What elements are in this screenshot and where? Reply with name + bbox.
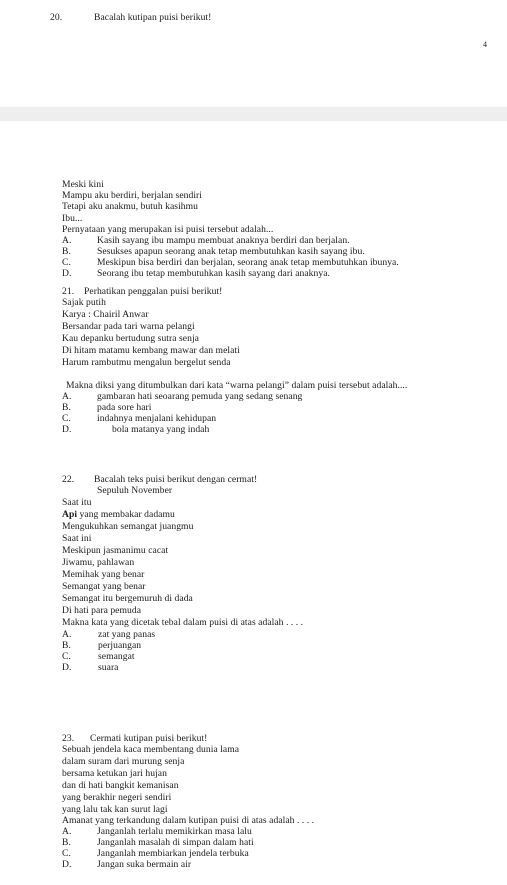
q23-poem-line: yang lalu tak kan surut lagi (62, 804, 168, 815)
q20-poem-line: Meski kini (62, 179, 104, 190)
q23-option-text: Jangan suka bermain air (97, 859, 192, 870)
q22-bold-word: Api (62, 509, 78, 520)
q20-option-text: Sesukses apapun seorang anak tetap membutuhkan kasih sayang ibu. (97, 246, 365, 257)
q20-poem-line: Mampu aku berdiri, berjalan sendiri (62, 190, 203, 201)
q22-option-text: suara (98, 662, 119, 673)
q21-number: 21. (62, 286, 75, 297)
q22-poem-line: Semangat yang benar (62, 581, 146, 592)
q21-option-letter: C. (62, 413, 71, 424)
q21-poem-line: Harum rambutmu mengalun bergelut senda (62, 357, 231, 368)
q20-number: 20. (50, 12, 63, 23)
q22-poem-line: Saat itu (62, 497, 92, 508)
q22-number: 22. (62, 474, 75, 485)
q23-poem-line: yang berakhir negeri sendiri (62, 792, 172, 803)
q20-option-letter: C. (62, 257, 71, 268)
q20-option-text: Kasih sayang ibu mampu membuat anaknya berdiri dan berjalan. (97, 235, 350, 246)
q22-poem-line: Di hati para pemuda (62, 605, 142, 616)
q21-question: Makna diksi yang ditumbulkan dari kata “warna pelangi” dalam puisi tersebut adalah.... (66, 380, 408, 391)
q21-poem-line: Kau depanku bertudung sutra senja (62, 333, 199, 344)
q21-option-letter: A. (62, 391, 72, 402)
q22-poem-line: Jiwamu, pahlawan (62, 557, 135, 568)
page-number: 4 (483, 40, 487, 49)
q22-option-letter: B. (62, 640, 71, 651)
q20-poem-line: Ibu... (62, 213, 83, 224)
q21-option-text: bola matanya yang indah (112, 424, 210, 435)
q21-option-text: indahnya menjalani kehidupan (97, 413, 217, 424)
q23-poem-line: dalam suram dari murung senja (62, 756, 185, 767)
q21-poem-line: Sajak putih (62, 297, 106, 308)
q21-option-letter: B. (62, 402, 71, 413)
page-divider (0, 107, 507, 121)
q22-poem-rest: yang membakar dadamu (77, 509, 175, 520)
q20-option-letter: D. (62, 268, 72, 279)
q22-poem-line: Saat ini (62, 533, 92, 544)
q23-option-text: Janganlah masalah di simpan dalam hati (97, 837, 254, 848)
q22-option-text: semangat (98, 651, 135, 662)
q22-option-letter: A. (62, 629, 72, 640)
q22-question: Makna kata yang dicetak tebal dalam puisi di atas adalah . . . . (62, 617, 304, 628)
q20-option-text: Seorang ibu tetap membutuhkan kasih sayang dari anaknya. (97, 268, 330, 279)
q23-number: 23. (62, 733, 75, 744)
q23-poem-line: bersama ketukan jari hujan (62, 768, 167, 779)
q21-poem-line: Karya : Chairil Anwar (62, 309, 149, 320)
q21-option-text: pada sore hari (97, 402, 152, 413)
q20-option-text: Meskipun bisa berdiri dan berjalan, seorang anak tetap membutuhkan ibunya. (97, 257, 399, 268)
q21-poem-line: Bersandar pada tari warna pelangi (62, 321, 195, 332)
q22-option-text: zat yang panas (98, 629, 156, 640)
q22-poem-line: Meskipun jasmanimu cacat (62, 545, 169, 556)
q23-option-letter: D. (62, 859, 72, 870)
q22-prompt: Bacalah teks puisi berikut dengan cermat! (94, 474, 258, 485)
q23-option-letter: C. (62, 848, 71, 859)
q20-option-letter: A. (62, 235, 72, 246)
q22-poem-line-bold (62, 509, 175, 520)
q23-poem-line: dan di hati bangkit kemanisan (62, 780, 179, 791)
q20-option-letter: B. (62, 246, 71, 257)
q22-title: Sepuluh November (97, 485, 173, 496)
q22-poem-line: Memihak yang benar (62, 569, 145, 580)
q23-prompt: Cermati kutipan puisi berikut! (90, 733, 208, 744)
q22-poem-line: Semangat itu bergemuruh di dada (62, 593, 193, 604)
q20-poem-line: Tetapi aku anakmu, butuh kasihmu (62, 201, 199, 212)
q21-option-text: gambaran hati seoarang pemuda yang sedang senang (97, 391, 303, 402)
q23-option-text: Janganlah membiarkan jendela terbuka (97, 848, 249, 859)
q20-question: Pernyataan yang merupakan isi puisi tersebut adalah... (62, 224, 274, 235)
q23-option-text: Janganlah terlalu memikirkan masa lalu (97, 826, 252, 837)
q21-poem-line: Di hitam matamu kembang mawar dan melati (62, 345, 240, 356)
q22-option-letter: C. (62, 651, 71, 662)
q22-poem-line: Mengukuhkan semangat juangmu (62, 521, 194, 532)
q20-prompt: Bacalah kutipan puisi berikut! (94, 12, 212, 23)
q22-option-letter: D. (62, 662, 72, 673)
q21-prompt: Perhatikan penggalan puisi berikut! (84, 286, 223, 297)
q23-option-letter: B. (62, 837, 71, 848)
q21-option-letter: D. (62, 424, 72, 435)
q23-question: Amanat yang terkandung dalam kutipan puisi di atas adalah . . . . (62, 815, 315, 826)
q23-option-letter: A. (62, 826, 72, 837)
q22-option-text: perjuangan (98, 640, 142, 651)
q23-poem-line: Sebuah jendela kaca membentang dunia lama (62, 744, 240, 755)
